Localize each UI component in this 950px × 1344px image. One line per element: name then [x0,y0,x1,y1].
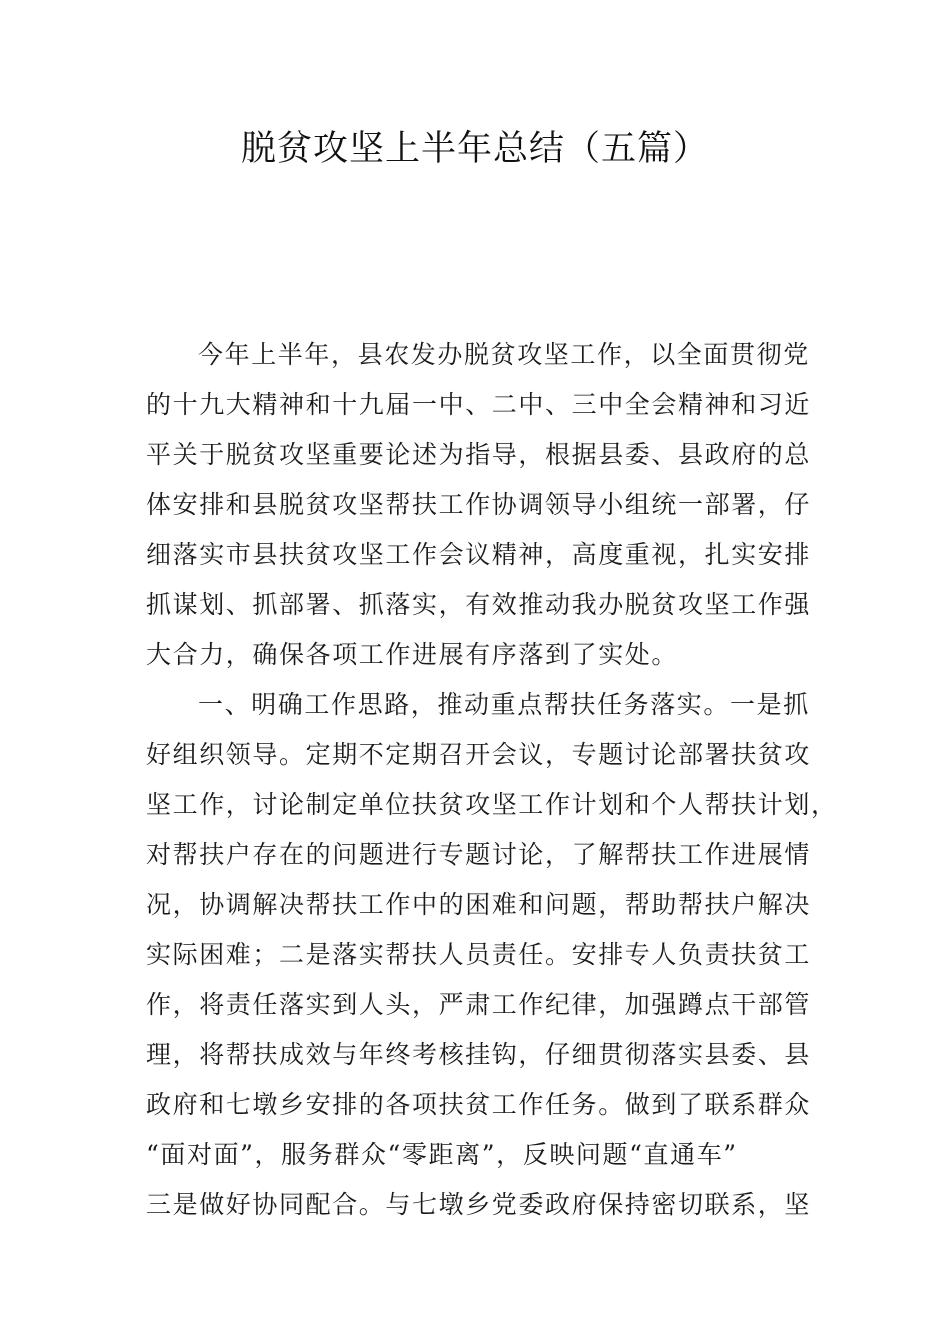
paragraph-2-line-1: 一、明确工作思路，推动重点帮扶任务落实。一是抓 [198,690,810,719]
paragraph-1-line-6: 抓谋划、抓部署、抓落实，有效推动我办脱贫攻坚工作强 [146,590,812,619]
paragraph-2-line-3: 坚工作，讨论制定单位扶贫攻坚工作计划和个人帮扶计划， [146,790,838,819]
document-body [146,330,838,1230]
paragraph-2-line-8: 理，将帮扶成效与年终考核挂钩，仔细贯彻落实县委、县 [146,1040,812,1069]
document-title: 脱贫攻坚上半年总结（五篇） [240,129,709,169]
paragraph-1-line-4: 体安排和县脱贫攻坚帮扶工作协调领导小组统一部署，仔 [146,490,812,519]
paragraph-1-line-1: 今年上半年，县农发办脱贫攻坚工作，以全面贯彻党 [198,340,810,369]
paragraph-1-line-5: 细落实市县扶贫攻坚工作会议精神，高度重视，扎实安排 [146,540,812,569]
paragraph-2-line-9: 政府和七墩乡安排的各项扶贫工作任务。做到了联系群众 [146,1090,812,1119]
paragraph-1-line-3: 平关于脱贫攻坚重要论述为指导，根据县委、县政府的总 [146,440,812,469]
paragraph-1-line-2: 的十九大精神和十九届一中、二中、三中全会精神和习近 [146,390,812,419]
paragraph-2-line-4: 对帮扶户存在的问题进行专题讨论，了解帮扶工作进展情 [146,840,812,869]
paragraph-2-line-2: 好组织领导。定期不定期召开会议，专题讨论部署扶贫攻 [146,740,812,769]
paragraph-1-line-7: 大合力，确保各项工作进展有序落到了实处。 [146,640,679,669]
paragraph-2-line-5: 况，协调解决帮扶工作中的困难和问题，帮助帮扶户解决 [146,890,812,919]
paragraph-2-line-10: “面对面”，服务群众“零距离”，反映问题“直通车” [146,1140,738,1169]
paragraph-2-line-6: 实际困难；二是落实帮扶人员责任。安排专人负责扶贫工 [146,940,812,969]
paragraph-2-line-11: 三是做好协同配合。与七墩乡党委政府保持密切联系，坚 [146,1190,812,1219]
paragraph-2-line-7: 作，将责任落实到人头，严肃工作纪律，加强蹲点干部管 [146,990,812,1019]
